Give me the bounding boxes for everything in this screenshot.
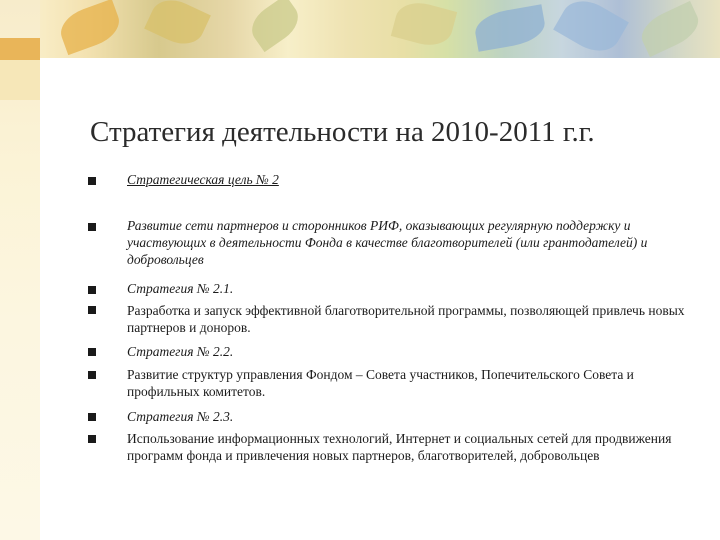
leaf-decoration: [636, 1, 705, 57]
bullet-marker: [88, 371, 96, 379]
strategy-description: Разработка и запуск эффективной благотворительной программы, позволяющей привлечь новых партнеров и доноров.: [127, 303, 685, 335]
strategic-goal-heading: Стратегическая цель № 2: [127, 172, 279, 187]
leaf-decoration: [391, 0, 457, 51]
bullet-marker: [88, 435, 96, 443]
strategy-label: Стратегия № 2.3.: [127, 409, 234, 424]
strategy-label: Стратегия № 2.2.: [127, 344, 234, 359]
strategy-description: Использование информационных технологий, Интернет и социальных сетей для продвижения программ фонда и привлечения новых партнеров, благотворителей, добровольцев: [127, 431, 672, 463]
bullet-marker: [88, 177, 96, 185]
leaf-decoration: [144, 0, 211, 52]
bullet-marker: [88, 286, 96, 294]
goal-description: Развитие сети партнеров и сторонников РИФ, оказывающих регулярную поддержку и участвующих в деятельности Фонда в качестве благотворителей (или грантодателей) и добровольцев: [127, 218, 648, 267]
bullet-marker: [88, 306, 96, 314]
bullet-marker: [88, 413, 96, 421]
strip-tile: [0, 38, 40, 60]
leaf-decoration: [244, 0, 305, 52]
strategy-label: Стратегия № 2.1.: [127, 281, 234, 296]
leaf-decoration: [472, 4, 547, 52]
strategy-description: Развитие структур управления Фондом – Совета участников, Попечительского Совета и профильных комитетов.: [127, 367, 634, 399]
floral-header-band: [0, 0, 720, 58]
left-decor-strip: [0, 0, 40, 540]
leaf-decoration: [55, 0, 124, 55]
slide-title: Стратегия деятельности на 2010-2011 г.г.: [90, 116, 595, 148]
leaf-decoration: [553, 0, 629, 61]
strip-tile: [0, 60, 40, 100]
bullet-marker: [88, 223, 96, 231]
bullet-marker: [88, 348, 96, 356]
